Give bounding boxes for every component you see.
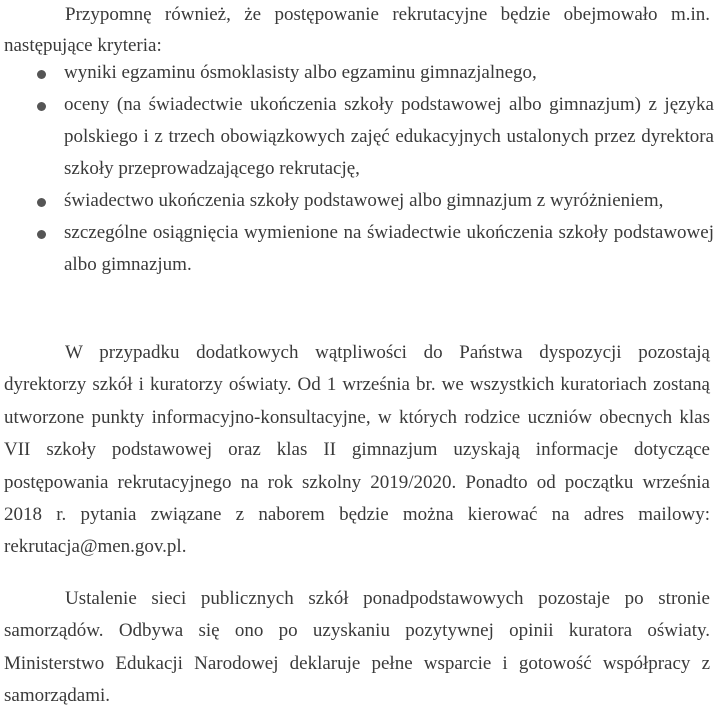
contact-paragraph: W przypadku dodatkowych wątpliwości do Państwa dyspozycji pozostają dyrektorzy szkół i kuratorzy oświaty. Od 1 września br. we wszystkich kuratoriach zostaną utworzone punkty informacyjno-konsultacyjne, w których rodzice uczniów obecnych klas VII szkoły podstawowej oraz klas II gimnazjum uzyskają informacje dotyczące postępowania rekrutacyjnego na rok szkolny 2019/2020. Ponadto od początku września 2018 r. pytania związane z naborem będzie można kierować na adres mailowy: rekrutacja@men.gov.pl. (4, 342, 710, 558)
criteria-item-text: wyniki egzaminu ósmoklasisty albo egzaminu gimnazjalnego, (64, 62, 537, 83)
bullet-dot-icon (37, 230, 46, 239)
intro-paragraph: Przypomnę również, że postępowanie rekrutacyjne będzie obejmowało m.in. następujące kryteria: (4, 4, 710, 56)
criteria-item-certificate-honors (0, 185, 714, 217)
bullet-dot-icon (37, 198, 46, 207)
criteria-list (0, 57, 714, 281)
criteria-item-text: szczególne osiągnięcia wymienione na świadectwie ukończenia szkoły podstawowej albo gimnazjum. (64, 222, 714, 275)
criteria-item-exam-results (0, 57, 714, 89)
network-paragraph: Ustalenie sieci publicznych szkół ponadpodstawowych pozostaje po stronie samorządów. Odbywa się ono po uzyskaniu pozytywnej opinii kuratora oświaty. Ministerstwo Edukacji Narodowej deklaruje pełne wsparcie i gotowość współpracy z samorządami. (4, 588, 710, 707)
criteria-item-text: świadectwo ukończenia szkoły podstawowej albo gimnazjum z wyróżnieniem, (64, 190, 664, 211)
bullet-dot-icon (37, 70, 46, 79)
criteria-item-text: oceny (na świadectwie ukończenia szkoły podstawowej albo gimnazjum) z języka polskiego i z trzech obowiązkowych zajęć edukacyjnych ustalonych przez dyrektora szkoły przeprowadzającego rekrutację, (64, 94, 714, 179)
bullet-dot-icon (37, 102, 46, 111)
criteria-item-grades (0, 89, 714, 185)
criteria-item-achievements (0, 217, 714, 281)
